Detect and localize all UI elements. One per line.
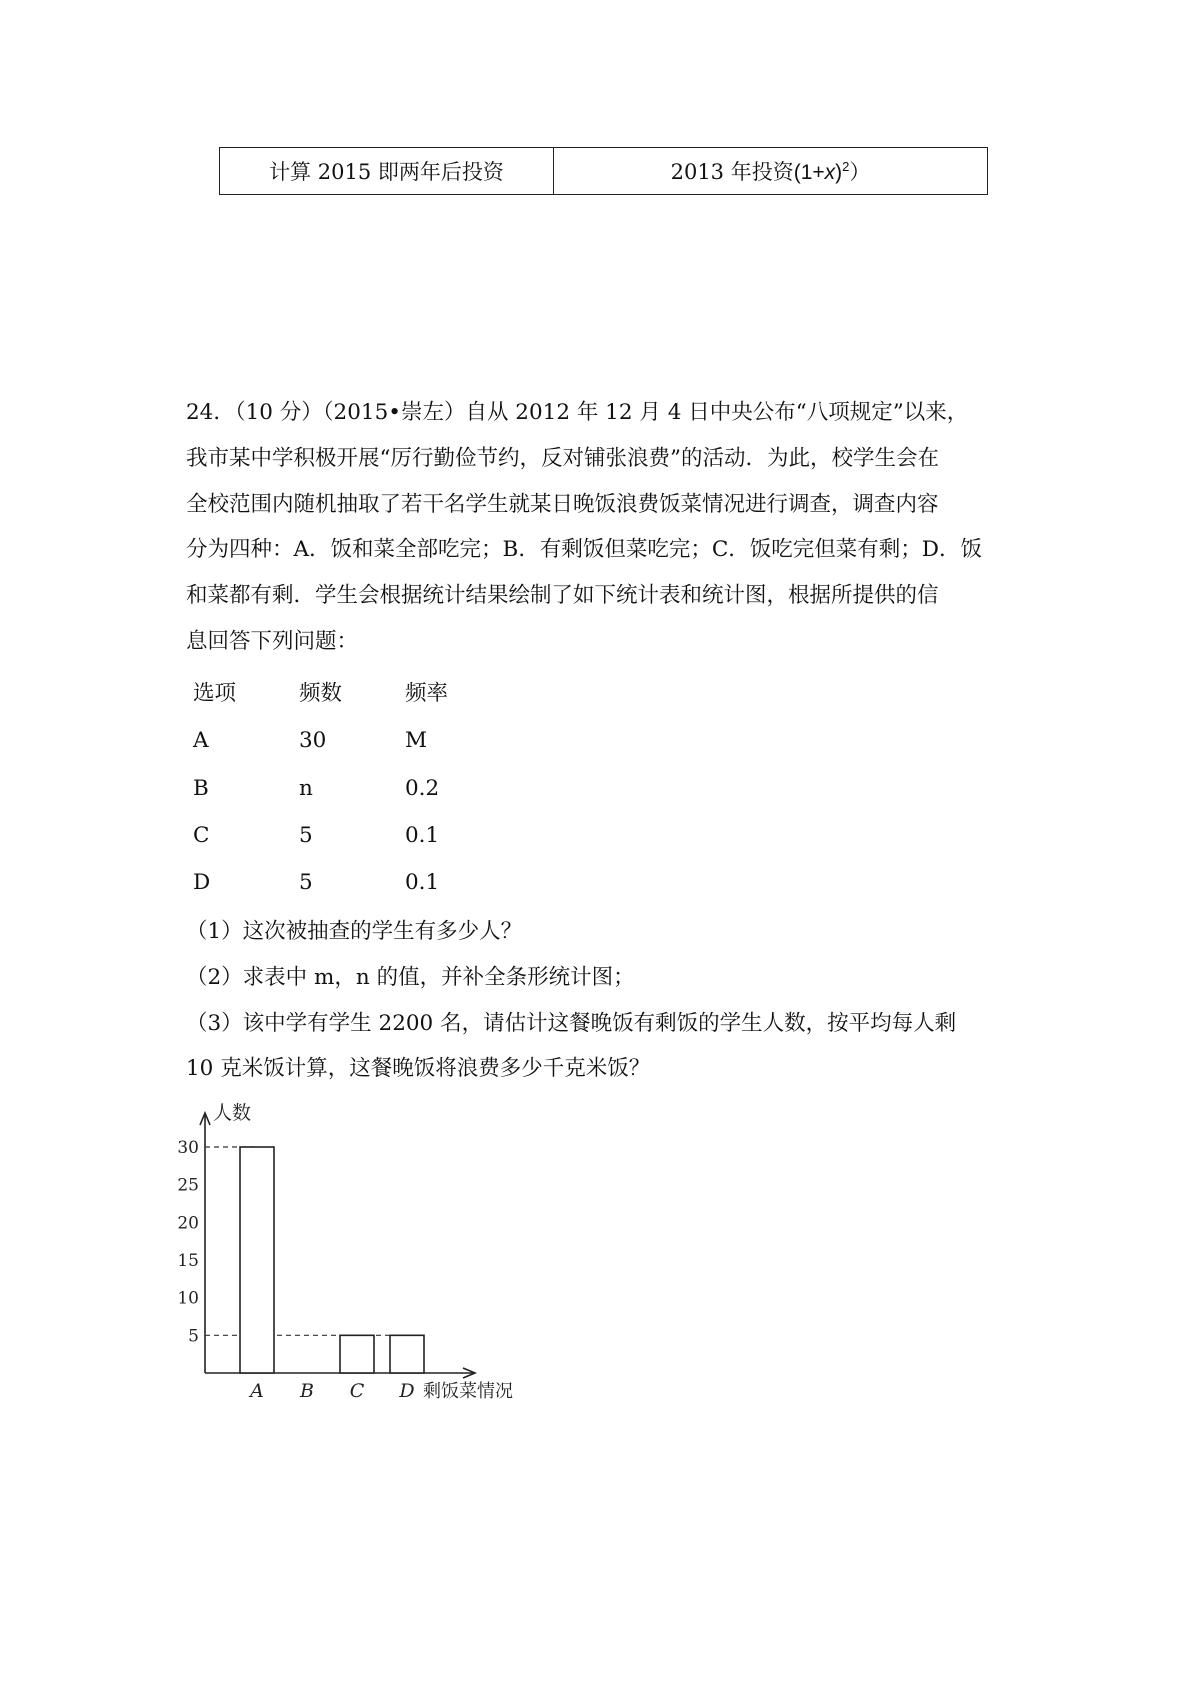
question-line: 分为四种：A．饭和菜全部吃完；B．有剩饭但菜吃完；C．饭吃完但菜有剩；D．饭 — [186, 537, 983, 563]
frequency-table — [193, 670, 448, 906]
frequency-table-row — [193, 765, 448, 812]
row-option: D — [193, 870, 211, 896]
y-tick-label: 30 — [177, 1138, 199, 1158]
sub-question: 10 克米饭计算，这餐晚饭将浪费多少千克米饭？ — [186, 1056, 651, 1082]
question-24 — [186, 390, 1026, 665]
question-line: 全校范围内随机抽取了若干名学生就某日晚饭浪费饭菜情况进行调查，调查内容 — [186, 491, 939, 517]
row-frequency: 0.1 — [405, 822, 440, 848]
frequency-table-row — [193, 859, 448, 906]
y-tick-label: 15 — [177, 1251, 199, 1271]
investment-table-left-cell: 计算 2015 即两年后投资 — [220, 148, 554, 195]
y-tick-label: 5 — [188, 1326, 199, 1347]
bar-a — [240, 1147, 274, 1373]
row-option: C — [193, 822, 210, 848]
row-count: n — [299, 775, 313, 801]
x-tick-label: C — [349, 1380, 365, 1402]
sub-question: （1）这次被抽查的学生有多少人？ — [186, 919, 523, 944]
header-option: 选项 — [193, 681, 237, 706]
investment-table-right-cell — [554, 148, 988, 195]
sub-question: （3）该中学有学生 2200 名，请估计这餐晚饭有剩饭的学生人数，按平均每人剩 — [186, 1010, 957, 1036]
bar-d — [390, 1335, 424, 1373]
frequency-table-header — [193, 670, 448, 717]
investment-table — [219, 147, 988, 195]
frequency-table-row — [193, 717, 448, 764]
right-cell-prefix: 2013 年投资 — [670, 160, 794, 184]
header-frequency: 频率 — [405, 681, 449, 706]
row-frequency: M — [405, 728, 428, 754]
y-tick-label: 10 — [177, 1288, 199, 1309]
row-count: 5 — [299, 822, 313, 848]
row-count: 30 — [299, 728, 327, 754]
row-count: 5 — [299, 870, 313, 896]
x-tick-label: D — [399, 1380, 415, 1402]
header-count: 频数 — [299, 681, 343, 706]
x-axis-label: 剩饭菜情况 — [423, 1381, 513, 1402]
row-frequency: 0.1 — [405, 870, 440, 896]
formula-var: x — [824, 161, 836, 184]
right-cell-formula — [794, 161, 850, 184]
formula-sup: 2 — [842, 159, 850, 174]
frequency-table-row — [193, 812, 448, 859]
bar-chart-svg — [160, 1095, 560, 1415]
x-tick-label: B — [300, 1380, 314, 1402]
row-option: A — [193, 728, 209, 754]
y-axis-label: 人数 — [213, 1102, 252, 1124]
question-line: 24．（10 分）（2015•崇左）自从 2012 年 12 月 4 日中央公布“八项规定”以来， — [186, 400, 969, 425]
right-cell-end: ） — [849, 160, 871, 184]
row-option: B — [193, 775, 209, 801]
y-tick-label: 20 — [177, 1213, 199, 1234]
bar-chart — [160, 1095, 560, 1415]
formula-open: (1+ — [793, 161, 825, 184]
question-line: 我市某中学积极开展“厉行勤俭节约，反对铺张浪费”的活动．为此，校学生会在 — [186, 445, 939, 471]
question-line: 和菜都有剩．学生会根据统计结果绘制了如下统计表和统计图，根据所提供的信 — [186, 583, 939, 609]
question-line: 息回答下列问题： — [186, 628, 359, 654]
sub-questions — [186, 909, 1026, 1092]
formula-close: ) — [835, 161, 843, 184]
bar-c — [340, 1335, 374, 1373]
row-frequency: 0.2 — [405, 775, 440, 801]
sub-question: （2）求表中 m，n 的值，并补全条形统计图； — [186, 964, 635, 990]
x-tick-label: A — [250, 1380, 264, 1402]
y-tick-label: 25 — [177, 1175, 199, 1196]
